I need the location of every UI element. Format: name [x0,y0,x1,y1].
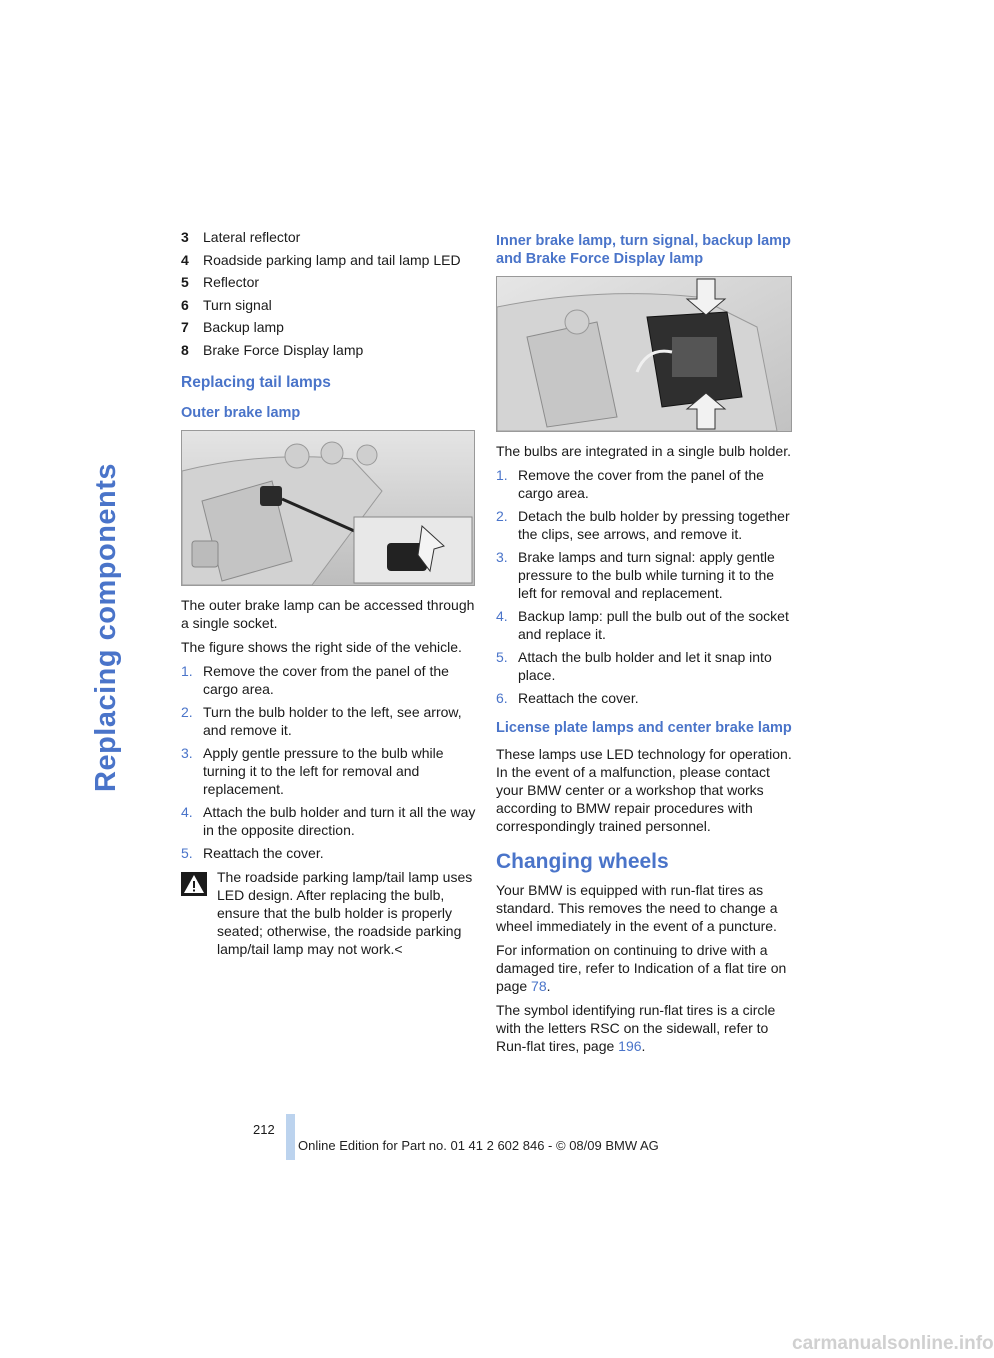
step-item: 3. Apply gentle pressure to the bulb while turning it to the left for removal and replacement. [181,744,444,797]
end-marker: < [394,940,403,957]
step-item: 6. Reattach the cover. [496,690,639,706]
paragraph: These lamps use LED technology for operation. In the event of a malfunction, please contact your BMW center or a workshop that works according to BMW repair procedures with correspondingly trained personnel. [496,746,792,834]
watermark: carmanualsonline.info [792,1333,994,1354]
outer-brake-lamp-figure [181,430,475,586]
section-heading-tail-lamps: Replacing tail lamps [181,373,331,391]
paragraph: Your BMW is equipped with run-flat tires as standard. This removes the need to change a wheel immediately in the event of a puncture. [496,882,778,934]
step-item: 4. Backup lamp: pull the bulb out of the socket and replace it. [496,608,789,642]
inner-brake-lamp-illustration [497,277,791,431]
page-link-196[interactable]: 196 [618,1038,642,1054]
step-item: 2. Turn the bulb holder to the left, see arrow, and remove it. [181,703,462,738]
legend-item: 4 Roadside parking lamp and tail lamp LED [181,251,461,268]
right-column [496,228,794,1061]
subheading-inner-brake-lamp: Inner brake lamp, turn signal, backup lamp and Brake Force Display lamp [496,233,791,267]
subheading-license-plate-lamps: License plate lamps and center brake lamp [496,720,792,736]
paragraph: The figure shows the right side of the vehicle. [181,638,462,655]
step-item: 5. Attach the bulb holder and let it snap into place. [496,649,772,683]
paragraph: The bulbs are integrated in a single bulb holder. [496,443,791,459]
paragraph: The outer brake lamp can be accessed through a single socket. [181,596,475,631]
paragraph: For information on continuing to drive with a damaged tire, refer to Indication of a flat tire on page 78. [496,942,787,994]
step-item: 1. Remove the cover from the panel of the cargo area. [496,467,764,501]
section-heading-changing-wheels: Changing wheels [496,850,669,873]
legend-item: 7 Backup lamp [181,319,284,336]
legend-item: 8 Brake Force Display lamp [181,341,364,358]
warning-triangle-icon [181,872,207,896]
inner-lamp-steps [496,466,794,707]
warning-note [181,868,477,958]
step-item: 2. Detach the bulb holder by pressing together the clips, see arrows, and remove it. [496,508,790,542]
step-item: 4. Attach the bulb holder and turn it all the way in the opposite direction. [181,803,476,838]
warning-text: The roadside parking lamp/tail lamp uses LED design. After replacing the bulb, ensure that the bulb holder is properly seated; otherwise, the roadside parking lamp/tail lamp may not work. [217,868,473,957]
page-number: 212 [253,1122,275,1137]
legend-item: 6 Turn signal [181,296,272,313]
inner-brake-lamp-figure [496,276,792,432]
legend-list [181,228,477,359]
chapter-title-text: Replacing components [90,462,122,792]
edition-text: Online Edition for Part no. 01 41 2 602 846 - © 08/09 BMW AG [298,1138,659,1153]
outer-lamp-steps [181,662,477,862]
footer-accent-bar [286,1114,295,1160]
page-footer [0,1114,960,1164]
step-item: 3. Brake lamps and turn signal: apply gentle pressure to the bulb while turning it to the left for removal and replacement. [496,549,775,601]
paragraph: The symbol identifying run-flat tires is a circle with the letters RSC on the sidewall, refer to Run-flat tires, page 196. [496,1002,776,1054]
page-link-78[interactable]: 78 [531,978,547,994]
legend-item: 3 Lateral reflector [181,229,301,245]
chapter-side-title [78,232,158,792]
subheading-outer-brake-lamp: Outer brake lamp [181,404,301,421]
outer-brake-lamp-illustration [182,431,474,585]
step-item: 1. Remove the cover from the panel of the cargo area. [181,662,449,697]
legend-item: 5 Reflector [181,274,260,291]
step-item: 5. Reattach the cover. [181,844,324,861]
left-column [181,228,477,958]
